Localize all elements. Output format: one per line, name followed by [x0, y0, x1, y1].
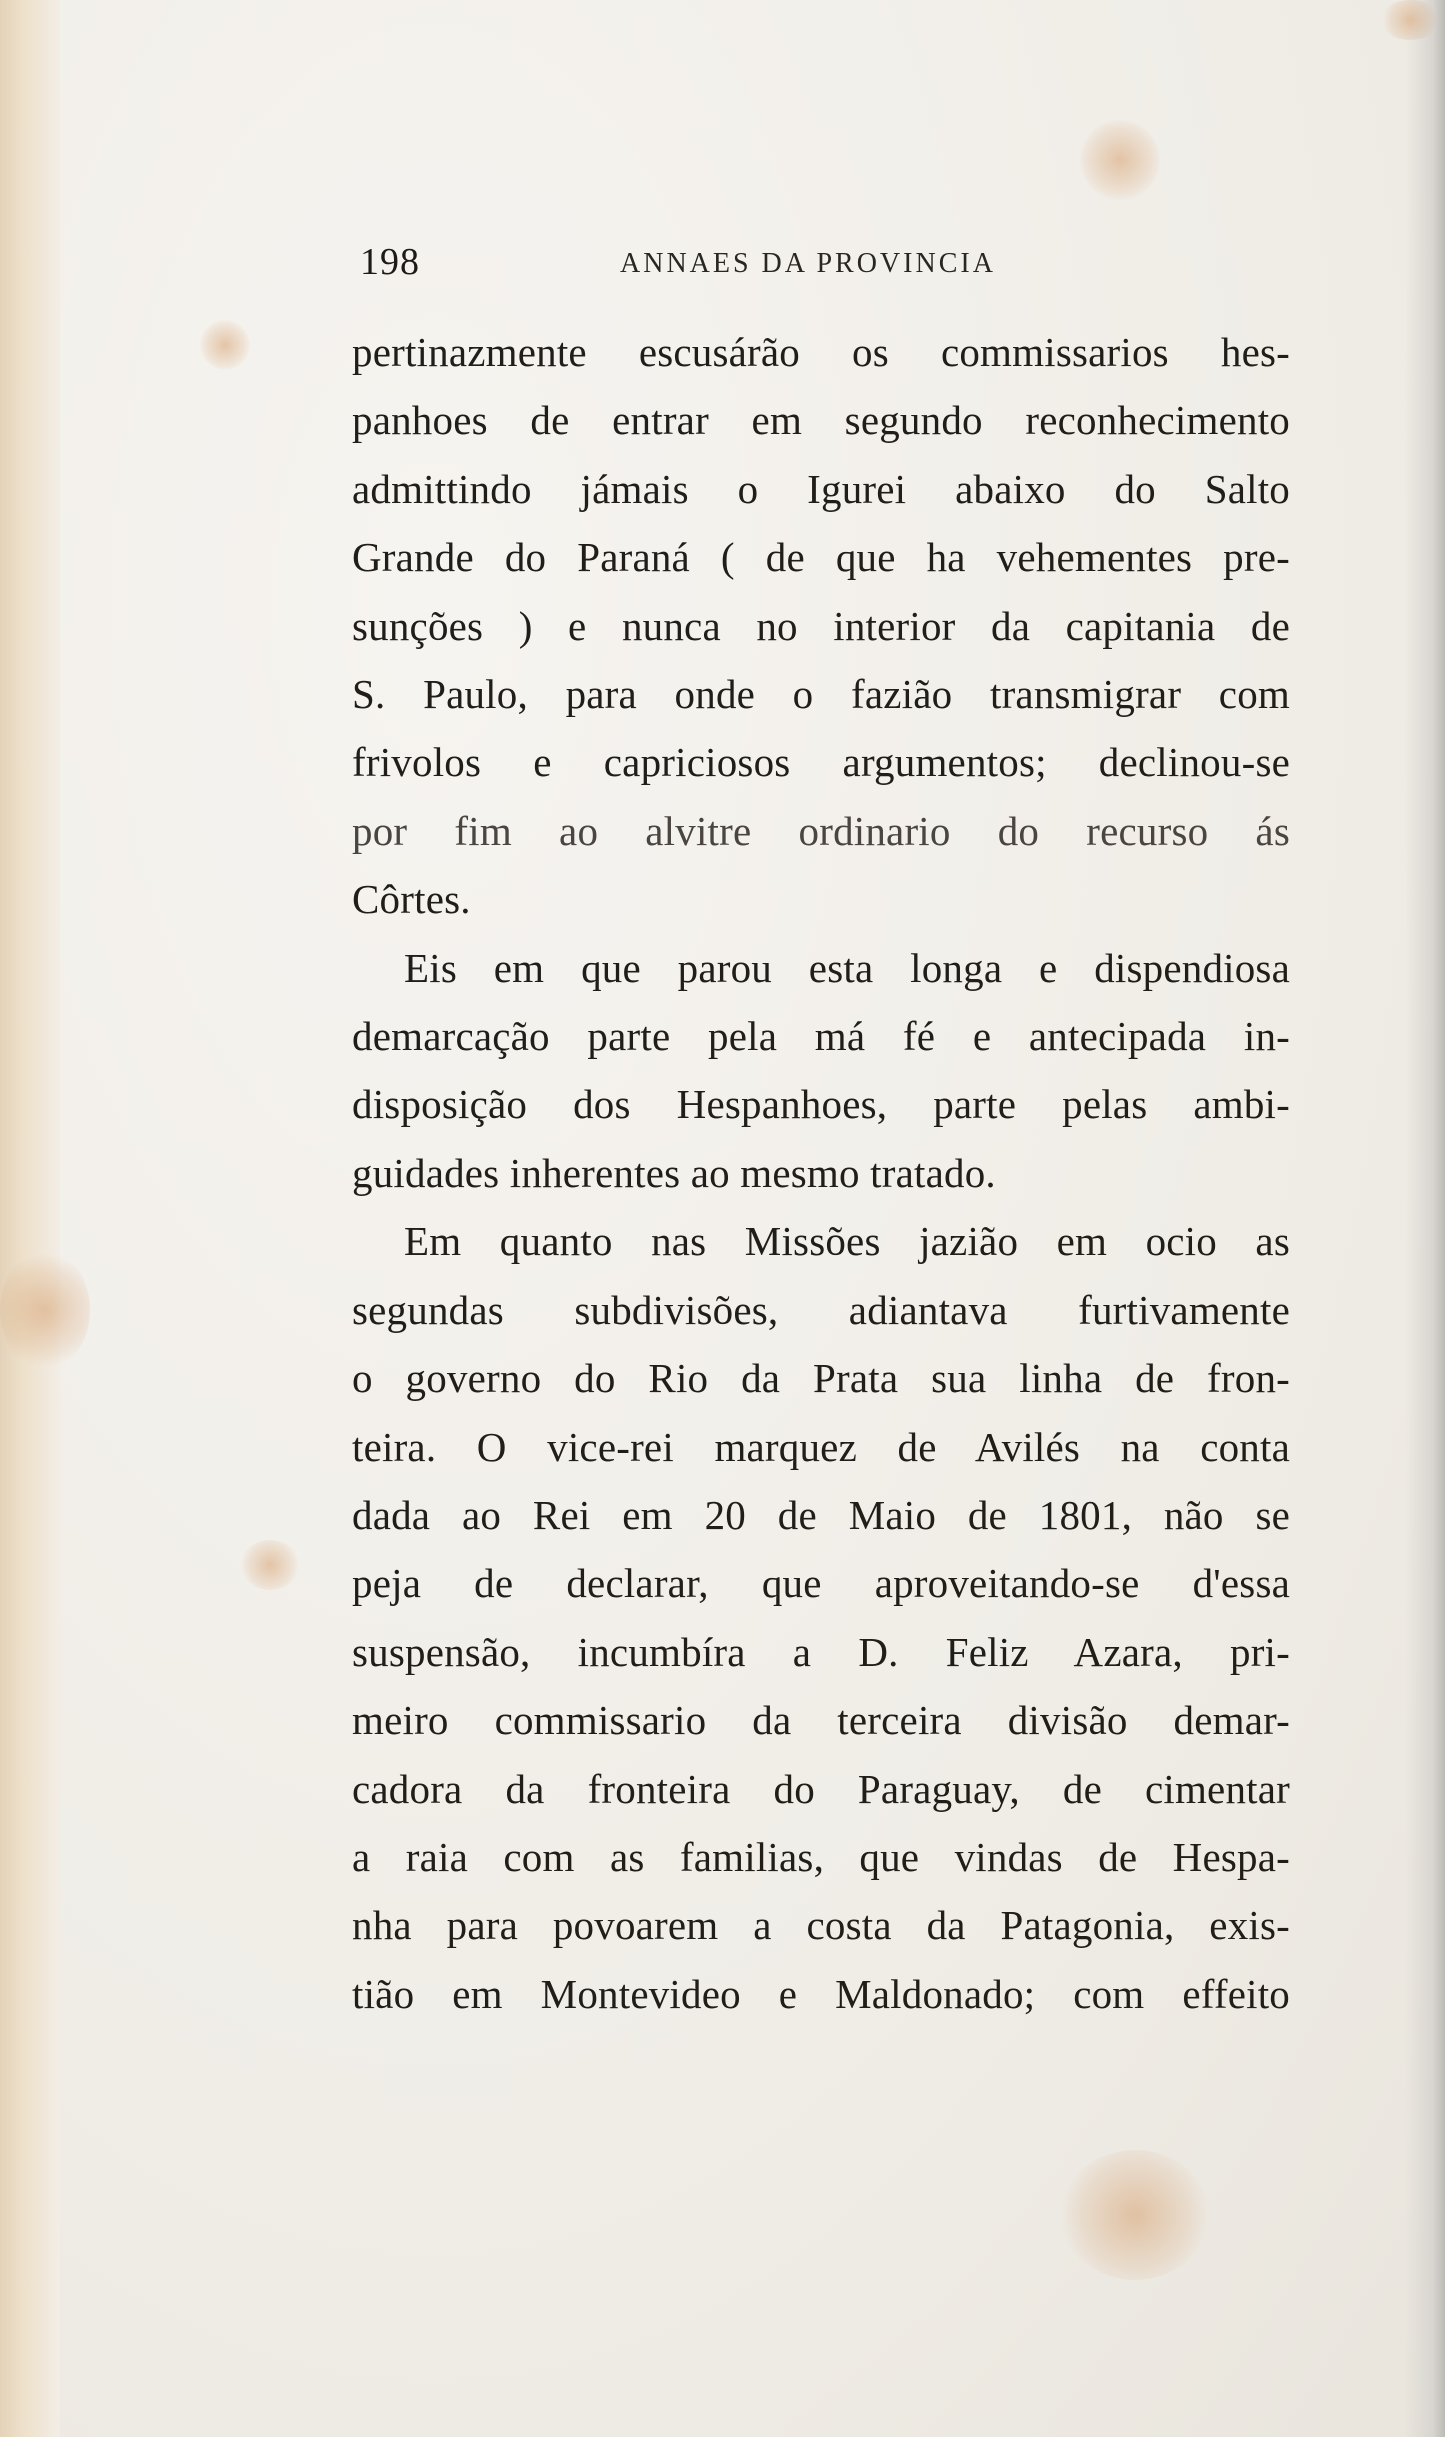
text-line: Côrtes.	[352, 876, 471, 923]
body-text	[352, 318, 1290, 2028]
running-head: ANNAES DA PROVINCIA	[620, 248, 996, 279]
foxing-stain	[1080, 120, 1160, 200]
page-header	[360, 240, 1060, 290]
text-line: segundas subdivisões, adiantava furtivamente	[352, 1286, 1290, 1333]
text-line: o governo do Rio da Prata sua linha de fron-	[352, 1355, 1290, 1402]
text-line: a raia com as familias, que vindas de Hespa-	[352, 1833, 1290, 1880]
text-line: demarcação parte pela má fé e antecipada in-	[352, 1013, 1290, 1060]
text-line: Grande do Paraná ( de que ha vehementes pre-	[352, 534, 1290, 581]
text-line: sunções ) e nunca no interior da capitania de	[352, 602, 1290, 649]
text-line: nha para povoarem a costa da Patagonia, exis-	[352, 1902, 1290, 1949]
text-line: panhoes de entrar em segundo reconhecimento	[352, 397, 1290, 444]
text-line: cadora da fronteira do Paraguay, de cimentar	[352, 1765, 1290, 1812]
foxing-stain	[0, 1250, 90, 1370]
foxing-stain	[240, 1540, 300, 1590]
page-edge-shadow	[1405, 0, 1445, 2437]
foxing-stain	[200, 320, 250, 370]
text-line: guidades inherentes ao mesmo tratado.	[352, 1149, 996, 1196]
foxing-stain	[1060, 2150, 1210, 2280]
text-line: pertinazmente escusárão os commissarios hes-	[352, 329, 1290, 375]
page-gutter	[0, 0, 60, 2437]
text-line: Em quanto nas Missões jazião em ocio as	[404, 1218, 1290, 1265]
text-line: Eis em que parou esta longa e dispendiosa	[404, 944, 1290, 991]
text-line: teira. O vice-rei marquez de Avilés na conta	[352, 1423, 1290, 1470]
text-line: suspensão, incumbíra a D. Feliz Azara, pri-	[352, 1628, 1290, 1675]
text-line: peja de declarar, que aproveitando-se d'essa	[352, 1560, 1290, 1607]
foxing-stain	[1380, 0, 1440, 40]
text-line: dada ao Rei em 20 de Maio de 1801, não se	[352, 1491, 1290, 1538]
text-line: frivolos e capriciosos argumentos; declinou-se	[352, 739, 1290, 786]
text-line: admittindo jámais o Igurei abaixo do Salto	[352, 465, 1290, 512]
text-line: disposição dos Hespanhoes, parte pelas ambi-	[352, 1081, 1290, 1128]
text-line: meiro commissario da terceira divisão demar-	[352, 1697, 1290, 1744]
page-number: 198	[360, 241, 420, 283]
text-line: por fim ao alvitre ordinario do recurso ás	[352, 807, 1290, 854]
text-line: tião em Montevideo e Maldonado; com effeito	[352, 1970, 1290, 2017]
text-line: S. Paulo, para onde o fazião transmigrar com	[352, 671, 1290, 718]
